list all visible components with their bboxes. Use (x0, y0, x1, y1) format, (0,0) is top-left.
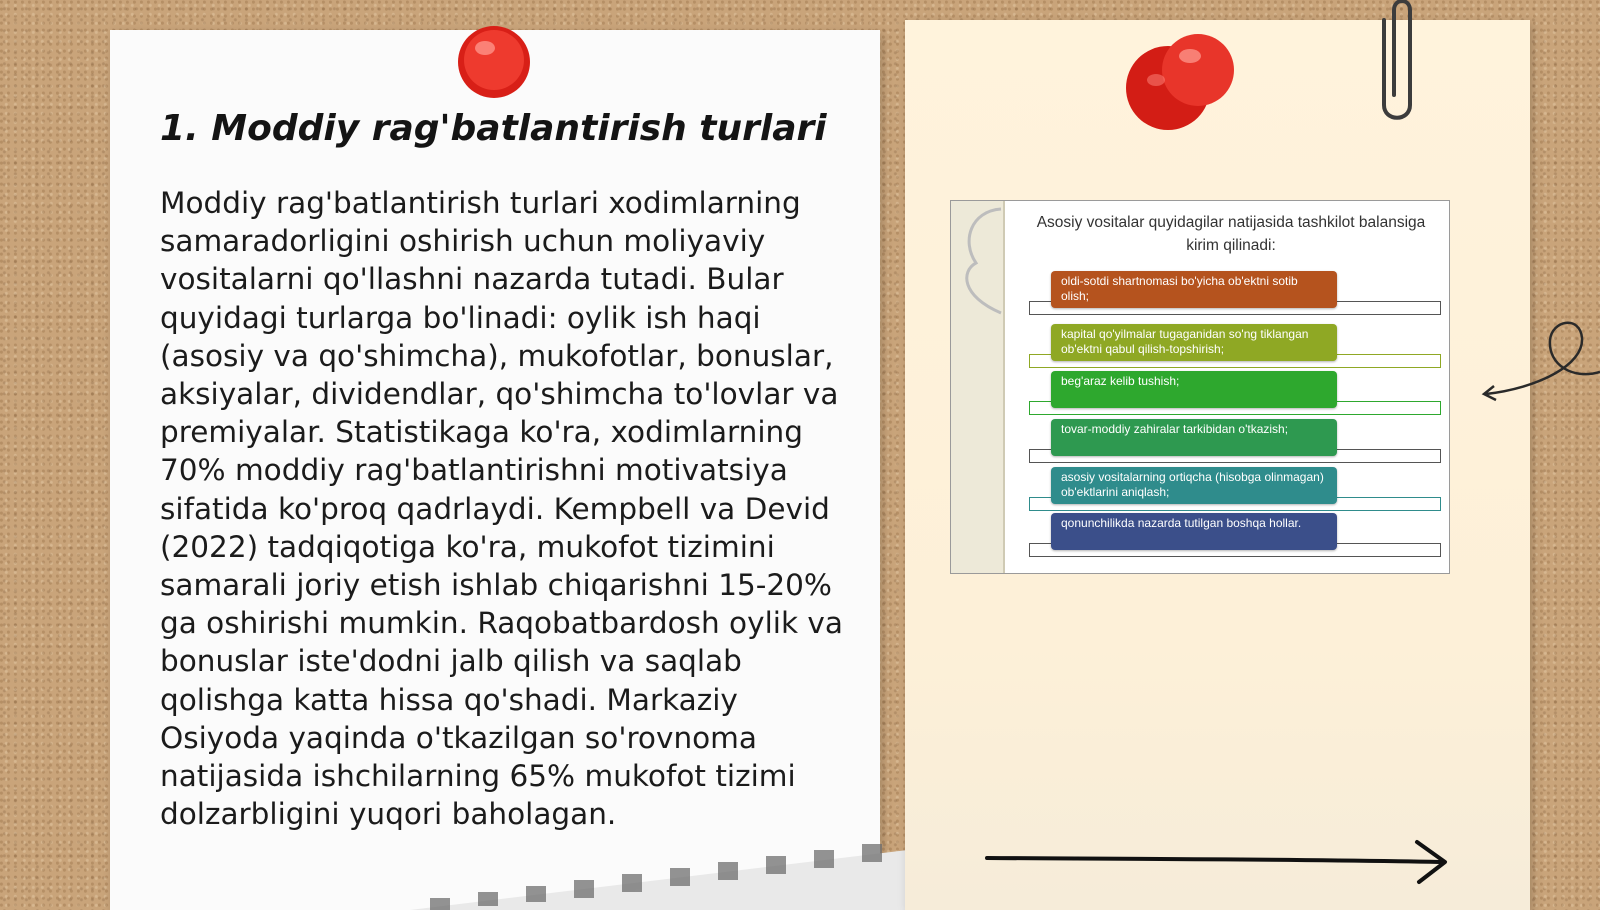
slide-item: asosiy vositalarning ortiqcha (hisobga olinmagan) ob'ektlarini aniqlash; (1051, 467, 1337, 504)
slide-item: oldi-sotdi shartnomasi bo'yicha ob'ektni sotib olish; (1051, 271, 1337, 308)
slide-item: kapital qo'yilmalar tugaganidan so'ng tiklangan ob'ektni qabul qilish-topshirish; (1051, 324, 1337, 361)
curly-arrow-icon (1478, 310, 1600, 410)
embedded-slide (950, 200, 1450, 574)
card-heading: 1. Moddiy rag'batlantirish turlari (160, 108, 827, 149)
pushpin-icon (452, 20, 536, 104)
left-note-card (110, 30, 880, 910)
paperclip-icon (1372, 0, 1422, 125)
torn-paper-edge (410, 820, 990, 910)
arrow-right-icon (985, 838, 1455, 888)
slide-spine (951, 201, 1005, 573)
slide-item: beg'araz kelib tushish; (1051, 371, 1337, 408)
ring-binder-icon (951, 201, 1005, 341)
slide-item: tovar-moddiy zahiralar tarkibidan o'tkazish; (1051, 419, 1337, 456)
card-body-text: Moddiy rag'batlantirish turlari xodimlarning samaradorligini oshirish uchun moliyaviy vositalarni qo'llashni nazarda tutadi. Bular quyidagi turlarga bo'linadi: oylik ish haqi (asosiy va qo'shimcha), mukofotlar, bonuslar, aksiyalar, dividendlar, qo'shimcha to'lovlar va premiyalar. Statistikaga ko'ra, xodimlarning 70% moddiy rag'batlantirishni motivatsiya sifatida ko'proq qadrlaydi. Kempbell va Devid (2022) tadqiqotiga ko'ra, mukofot tizimini samarali joriy etish ishlab chiqarishni 15-20% ga oshirishi mumkin. Raqobatbardosh oylik va bonuslar iste'dodni jalb qilish va saqlab qolishga katta hissa qo'shadi. Markaziy Osiyoda yaqinda o'tkazilgan so'rovnoma natijasida ishchilarning 65% mukofot tizimi dolzarbligini yuqori baholagan. (160, 186, 843, 832)
pushpin-icon (1120, 28, 1240, 138)
slide-item: qonunchilikda nazarda tutilgan boshqa hollar. (1051, 513, 1337, 550)
slide-title: Asosiy vositalar quyidagilar natijasida tashkilot balansiga kirim qilinadi: (1036, 214, 1426, 254)
